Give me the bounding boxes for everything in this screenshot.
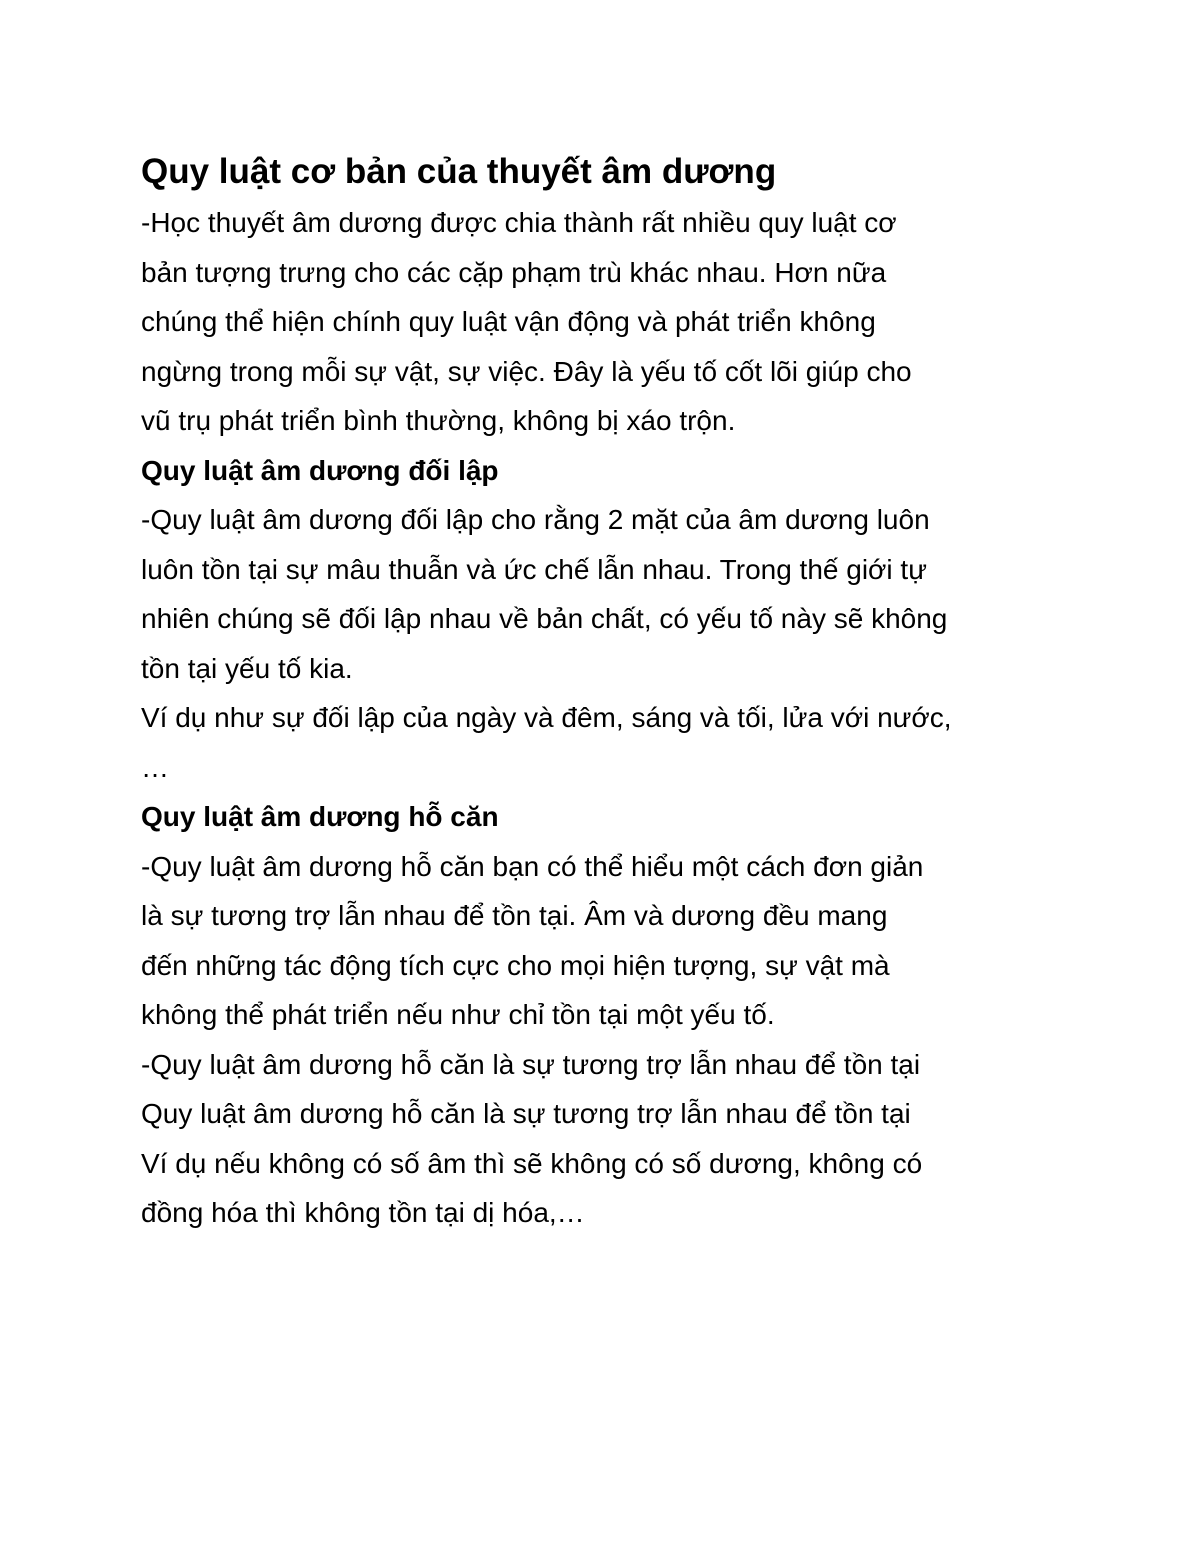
text-line: Quy luật âm dương hỗ căn là sự tương trợ lẫn nhau để tồn tại [141,1098,911,1129]
section-body-ho-can [141,842,1071,1238]
section-body-doi-lap [141,495,1071,792]
text-line: … [141,751,169,783]
text-line: luôn tồn tại sự mâu thuẫn và ức chế lẫn nhau. Trong thế giới tự [141,553,927,585]
text-line: vũ trụ phát triển bình thường, không bị xáo trộn. [141,405,736,436]
section-heading-doi-lap: Quy luật âm dương đối lập [141,454,499,486]
text-line: ngừng trong mỗi sự vật, sự việc. Đây là yếu tố cốt lõi giúp cho [141,355,912,387]
text-line: bản tượng trưng cho các cặp phạm trù khác nhau. Hơn nữa [141,256,887,288]
section-heading-ho-can: Quy luật âm dương hỗ căn [141,801,499,832]
text-line: Ví dụ nếu không có số âm thì sẽ không có số dương, không có [141,1147,923,1179]
text-line: -Học thuyết âm dương được chia thành rất nhiều quy luật cơ [141,207,897,238]
text-line: tồn tại yếu tố kia. [141,652,353,684]
document-body [141,146,1071,1238]
document-title: Quy luật cơ bản của thuyết âm dương [141,152,777,191]
intro-paragraph [141,198,1071,446]
text-line: -Quy luật âm dương đối lập cho rằng 2 mặt của âm dương luôn [141,504,930,535]
text-line: chúng thể hiện chính quy luật vận động và phát triển không [141,306,876,337]
text-line: -Quy luật âm dương hỗ căn là sự tương trợ lẫn nhau để tồn tại [141,1048,921,1080]
text-line: đồng hóa thì không tồn tại dị hóa,… [141,1197,585,1228]
text-line: nhiên chúng sẽ đối lập nhau về bản chất, có yếu tố này sẽ không [141,603,948,634]
text-line: đến những tác động tích cực cho mọi hiện tượng, sự vật mà [141,949,890,981]
text-line: không thể phát triển nếu như chỉ tồn tại một yếu tố. [141,999,775,1030]
text-line: là sự tương trợ lẫn nhau để tồn tại. Âm và dương đều mang [141,900,888,931]
text-line: -Quy luật âm dương hỗ căn bạn có thể hiểu một cách đơn giản [141,850,924,882]
text-line: Ví dụ như sự đối lập của ngày và đêm, sáng và tối, lửa với nước, [141,702,952,733]
